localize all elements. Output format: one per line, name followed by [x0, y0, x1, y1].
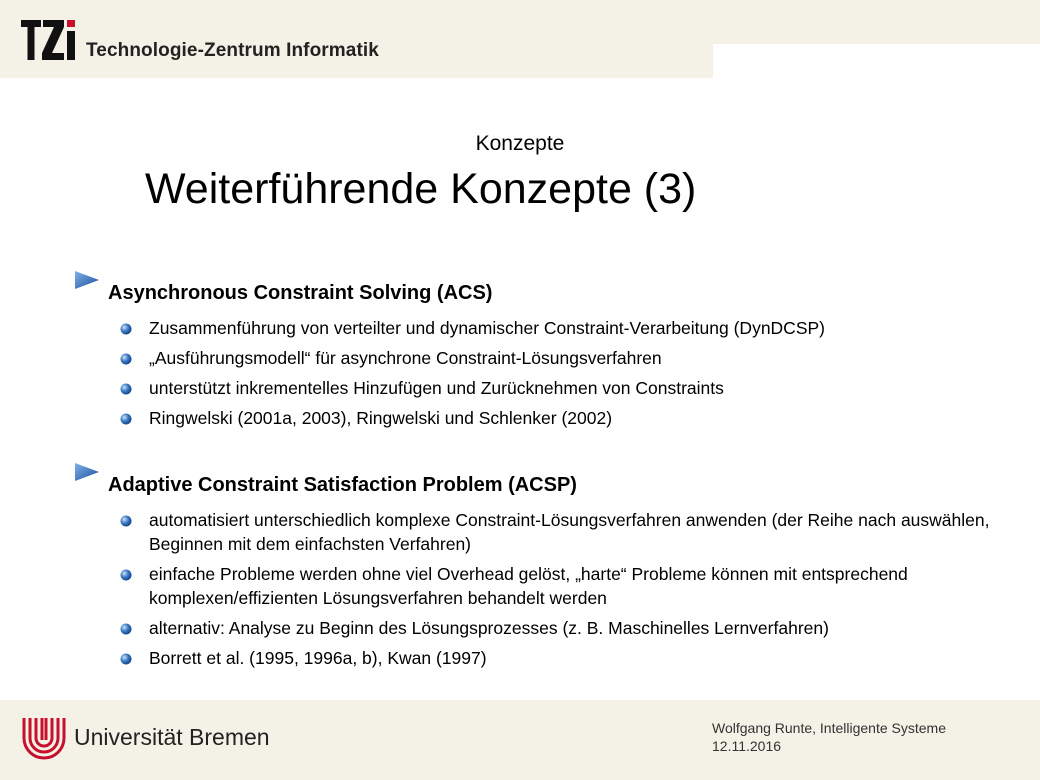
section-title: Asynchronous Constraint Solving (ACS): [108, 282, 493, 304]
bullet-icon: [120, 569, 132, 581]
tzi-logo-icon: [20, 18, 78, 62]
item-text: Zusammenführung von verteilter und dynamischer Constraint-Verarbeitung (DynDCSP): [149, 318, 825, 338]
header-title: Technologie-Zentrum Informatik: [86, 40, 379, 61]
list-item: [70, 562, 999, 610]
footer-bar: [0, 700, 1040, 780]
footer-date: 12.11.2016: [712, 738, 782, 754]
item-text: alternativ: Analyse zu Beginn des Lösungsprozesses (z. B. Maschinelles Lernverfahren): [149, 618, 829, 638]
header-bar: [0, 0, 1040, 78]
bullet-icon: [120, 623, 132, 635]
bullet-icon: [120, 353, 132, 365]
bullet-icon: [120, 383, 132, 395]
section-item-list: [70, 508, 1030, 670]
item-text: Borrett et al. (1995, 1996a, b), Kwan (1997): [149, 648, 487, 668]
section-item-list: [70, 316, 1030, 430]
item-text: Ringwelski (2001a, 2003), Ringwelski und Schlenker (2002): [149, 408, 613, 428]
item-text: unterstützt inkrementelles Hinzufügen und Zurücknehmen von Constraints: [149, 378, 724, 398]
list-item: [70, 616, 999, 640]
section-arrow-icon: [70, 460, 100, 482]
university-logo-icon: [20, 714, 68, 762]
item-text: automatisiert unterschiedlich komplexe Constraint-Lösungsverfahren anwenden (der Reihe nach auswählen, Beginnen mit dem einfachsten Verfahren): [149, 510, 990, 554]
footer-author: Wolfgang Runte, Intelligente Systeme: [712, 720, 946, 736]
list-item: [70, 646, 999, 670]
slide-title: Weiterführende Konzepte (3): [145, 165, 697, 213]
list-item: [70, 406, 999, 430]
list-item: [70, 316, 999, 340]
header-background-right: [713, 0, 1040, 44]
list-item: [70, 346, 999, 370]
bullet-icon: [120, 653, 132, 665]
section-arrow-icon: [70, 268, 100, 290]
university-name: Universität Bremen: [74, 724, 270, 750]
bullet-icon: [120, 413, 132, 425]
bullet-icon: [120, 515, 132, 527]
item-text: einfache Probleme werden ohne viel Overhead gelöst, „harte“ Probleme können mit entsprechend komplexen/effizienten Lösungsverfahren behandelt werden: [149, 564, 908, 608]
slide-subtitle: Konzepte: [475, 132, 565, 155]
section-title: Adaptive Constraint Satisfaction Problem (ACSP): [108, 474, 577, 496]
list-item: [70, 508, 999, 556]
list-item: [70, 376, 999, 400]
item-text: „Ausführungsmodell“ für asynchrone Constraint-Lösungsverfahren: [149, 348, 662, 368]
header-background: [0, 0, 713, 78]
bullet-icon: [120, 323, 132, 335]
